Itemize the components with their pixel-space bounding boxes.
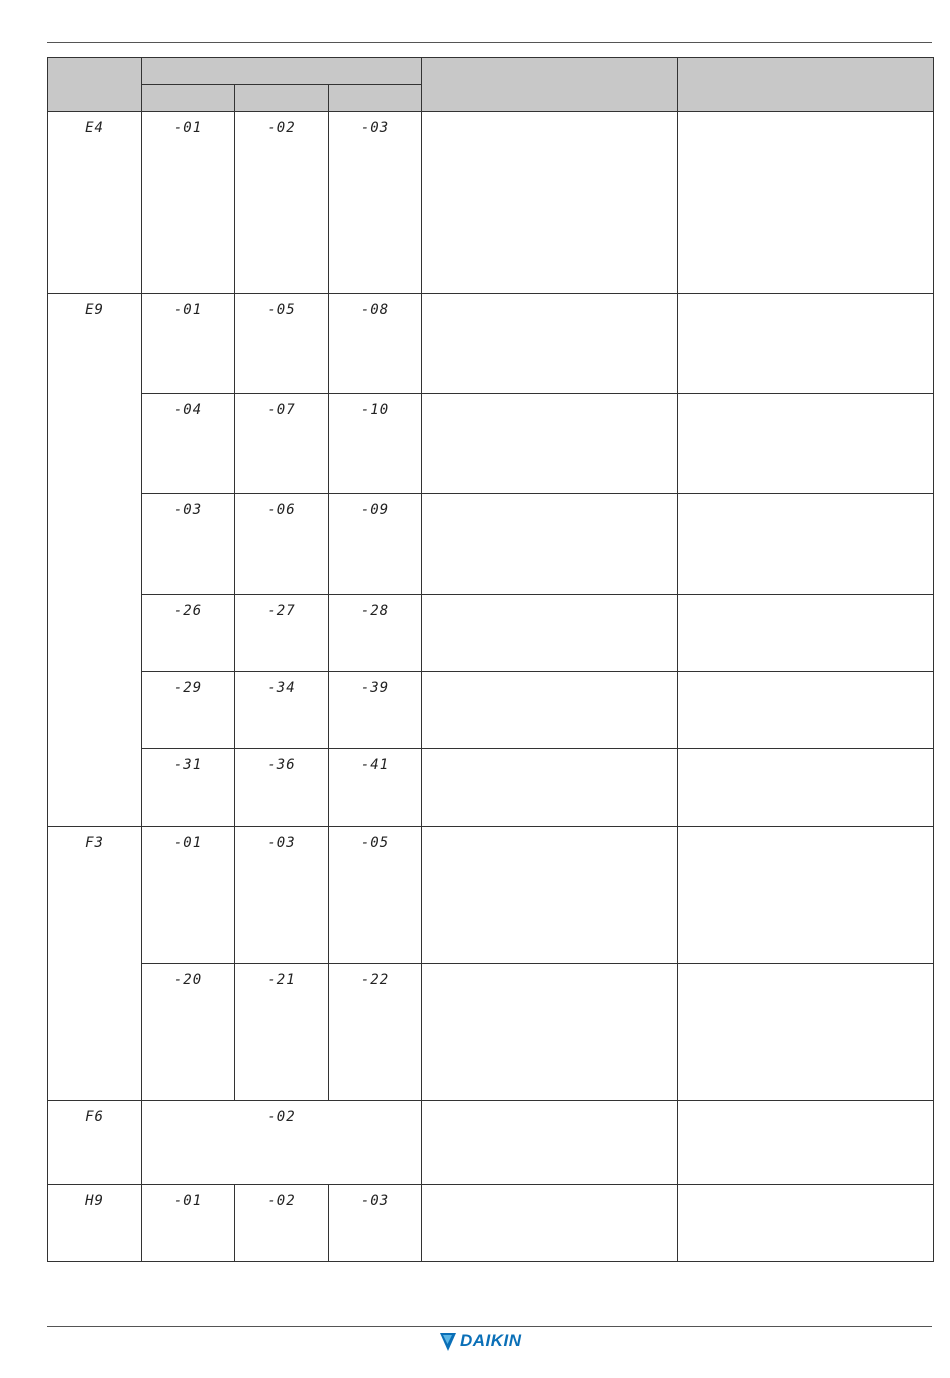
description-cell <box>422 294 678 394</box>
table-row <box>48 827 934 964</box>
table-row <box>48 394 934 494</box>
sub-code-cell <box>142 494 235 595</box>
sub-code-cell <box>142 595 235 672</box>
header-main-code <box>48 58 142 112</box>
sub-code: -41 <box>360 757 390 773</box>
sub-code-cell <box>235 394 329 494</box>
solution-cell <box>678 1101 934 1185</box>
main-code-cell <box>48 294 142 827</box>
sub-code-cell <box>142 1101 422 1185</box>
table-row <box>48 672 934 749</box>
sub-code-cell <box>142 749 235 827</box>
solution-cell <box>678 112 934 294</box>
main-code-cell <box>48 827 142 1101</box>
solution-cell <box>678 1185 934 1262</box>
main-code-cell <box>48 1185 142 1262</box>
sub-code-cell <box>235 827 329 964</box>
main-code: F6 <box>85 1109 104 1125</box>
header-sub-code-col-3 <box>329 85 422 112</box>
sub-code: -06 <box>267 502 296 518</box>
sub-code-cell <box>329 394 422 494</box>
sub-code-cell <box>142 1185 235 1262</box>
sub-code: -27 <box>267 603 296 619</box>
description-cell <box>422 749 678 827</box>
sub-code-cell <box>329 1185 422 1262</box>
description-cell <box>422 964 678 1101</box>
sub-code-cell <box>142 394 235 494</box>
sub-code-cell <box>329 827 422 964</box>
table-row <box>48 1185 934 1262</box>
sub-code: -31 <box>173 757 203 773</box>
solution-cell <box>678 294 934 394</box>
sub-code: -29 <box>173 680 203 696</box>
header-sub-code-col-2 <box>235 85 329 112</box>
header-solution <box>678 58 934 112</box>
solution-cell <box>678 827 934 964</box>
sub-code: -20 <box>173 972 203 988</box>
sub-code: -01 <box>173 302 203 318</box>
sub-code: -07 <box>267 402 296 418</box>
main-code: F3 <box>85 835 104 851</box>
description-cell <box>422 1185 678 1262</box>
sub-code-cell <box>235 964 329 1101</box>
table-row <box>48 595 934 672</box>
sub-code-cell <box>142 112 235 294</box>
main-code: E4 <box>85 120 104 136</box>
main-code-cell <box>48 1101 142 1185</box>
sub-code: -01 <box>173 835 203 851</box>
sub-code-cell <box>329 294 422 394</box>
sub-code: -34 <box>267 680 296 696</box>
header-divider <box>47 42 932 43</box>
sub-code-cell <box>329 595 422 672</box>
sub-code: -05 <box>360 835 390 851</box>
daikin-logo <box>440 1331 540 1353</box>
header-sub-code <box>142 58 422 85</box>
main-code: E9 <box>85 302 104 318</box>
description-cell <box>422 112 678 294</box>
table-row <box>48 112 934 294</box>
sub-code-cell <box>235 749 329 827</box>
sub-code: -05 <box>267 302 296 318</box>
sub-code: -02 <box>267 1193 296 1209</box>
sub-code: -26 <box>173 603 203 619</box>
description-cell <box>422 827 678 964</box>
sub-code: -09 <box>360 502 390 518</box>
description-cell <box>422 1101 678 1185</box>
sub-code-cell <box>329 749 422 827</box>
sub-code: -08 <box>360 302 390 318</box>
sub-code: -01 <box>173 1193 203 1209</box>
sub-code: -03 <box>360 1193 390 1209</box>
daikin-logo-text: DAIKIN <box>460 1331 522 1350</box>
table-row <box>48 964 934 1101</box>
solution-cell <box>678 749 934 827</box>
sub-code: -28 <box>360 603 390 619</box>
sub-code: -21 <box>267 972 296 988</box>
sub-code-cell <box>329 494 422 595</box>
sub-code-cell <box>142 672 235 749</box>
daikin-logo-icon <box>440 1331 460 1353</box>
sub-code: -03 <box>267 835 296 851</box>
table-header-row <box>48 58 934 85</box>
solution-cell <box>678 595 934 672</box>
solution-cell <box>678 964 934 1101</box>
sub-code-cell <box>142 294 235 394</box>
description-cell <box>422 595 678 672</box>
table-row <box>48 494 934 595</box>
sub-code-cell <box>235 595 329 672</box>
table-row <box>48 1101 934 1185</box>
sub-code: -01 <box>173 120 203 136</box>
description-cell <box>422 394 678 494</box>
solution-cell <box>678 394 934 494</box>
sub-code: -02 <box>267 1109 296 1125</box>
header-sub-code-col-1 <box>142 85 235 112</box>
sub-code: -04 <box>173 402 203 418</box>
main-code-cell <box>48 112 142 294</box>
solution-cell <box>678 672 934 749</box>
sub-code-cell <box>142 964 235 1101</box>
sub-code-cell <box>329 964 422 1101</box>
table-row <box>48 749 934 827</box>
sub-code: -39 <box>360 680 390 696</box>
sub-code-cell <box>235 494 329 595</box>
sub-code-cell <box>235 112 329 294</box>
sub-code: -36 <box>267 757 296 773</box>
footer-divider <box>47 1326 932 1327</box>
table-row <box>48 294 934 394</box>
header-description <box>422 58 678 112</box>
sub-code-cell <box>235 1185 329 1262</box>
sub-code-cell <box>235 294 329 394</box>
solution-cell <box>678 494 934 595</box>
description-cell <box>422 494 678 595</box>
sub-code: -02 <box>267 120 296 136</box>
error-code-table <box>47 57 934 1262</box>
sub-code-cell <box>329 672 422 749</box>
sub-code: -10 <box>360 402 390 418</box>
description-cell <box>422 672 678 749</box>
main-code: H9 <box>85 1193 104 1209</box>
sub-code: -03 <box>360 120 390 136</box>
sub-code: -22 <box>360 972 390 988</box>
sub-code-cell <box>235 672 329 749</box>
sub-code: -03 <box>173 502 203 518</box>
sub-code-cell <box>329 112 422 294</box>
sub-code-cell <box>142 827 235 964</box>
